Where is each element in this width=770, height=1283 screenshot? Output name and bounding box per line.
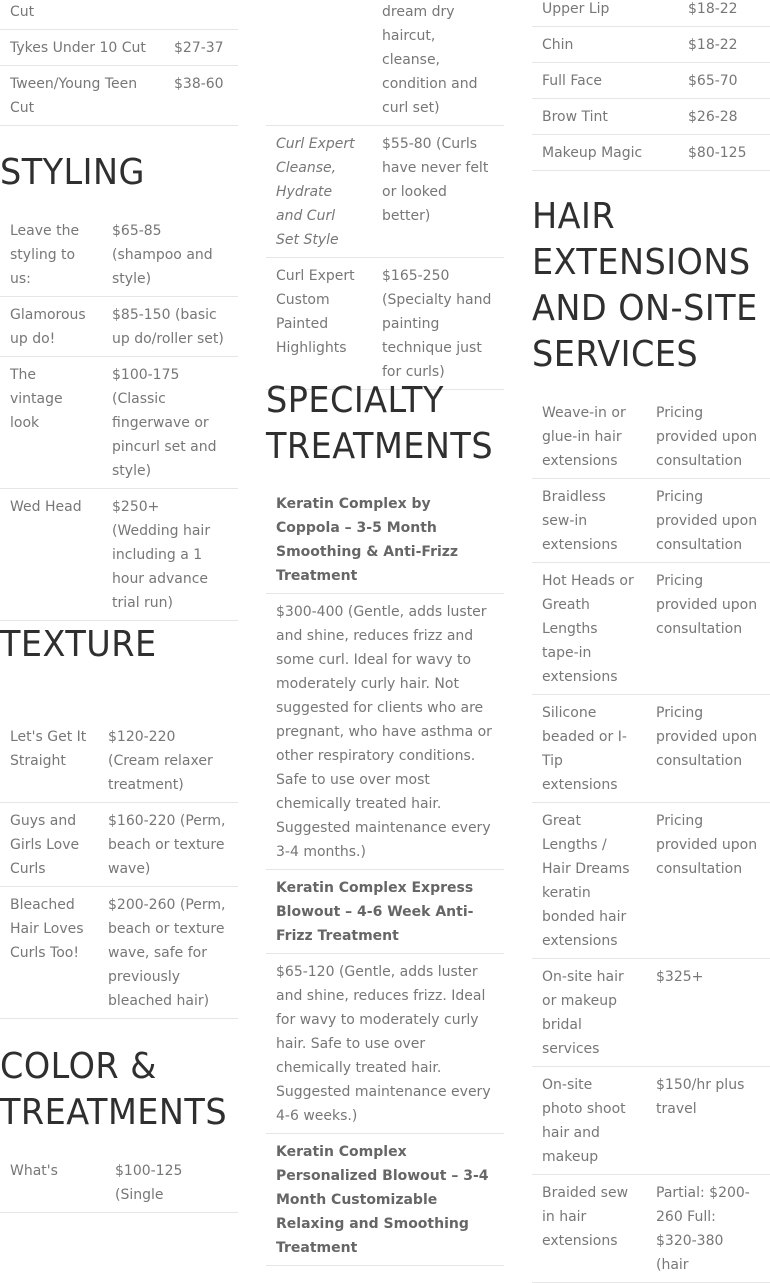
table-row <box>266 594 504 870</box>
table-row <box>0 213 238 297</box>
table-row <box>532 135 770 171</box>
service-price: $18-22 <box>678 27 770 63</box>
heading-line: AND ON-SITE <box>532 288 758 329</box>
table-row <box>532 803 770 959</box>
service-name: Hot Heads or Greath Lengths tape-in extensions <box>532 563 646 695</box>
service-name: Brow Tint <box>532 99 678 135</box>
table-row <box>0 297 238 357</box>
heading-line: EXTENSIONS <box>532 242 751 283</box>
service-name: Chin <box>532 27 678 63</box>
service-price: $38-60 <box>164 66 238 126</box>
service-price: $160-220 (Perm, beach or texture wave) <box>98 803 238 887</box>
heading-line: TREATMENTS <box>0 1092 228 1133</box>
price-table-cuts <box>0 0 238 126</box>
table-row <box>532 1175 770 1283</box>
service-price: $100-175 (Classic fingerwave or pincurl set and style) <box>102 357 238 489</box>
table-row <box>532 479 770 563</box>
price-table-curls <box>266 0 504 390</box>
service-price: Pricing provided upon consultation <box>646 479 770 563</box>
service-name: Tween/Young Teen Cut <box>0 66 164 126</box>
price-table-waxing <box>532 0 770 171</box>
service-name: Braided sew in hair extensions <box>532 1175 646 1283</box>
service-name: The vintage look <box>0 357 102 489</box>
service-name: Makeup Magic <box>532 135 678 171</box>
service-name: Silicone beaded or I-Tip extensions <box>532 695 646 803</box>
section-heading-color <box>0 1044 227 1136</box>
section-heading-styling: STYLING <box>0 152 145 193</box>
service-name: Guys and Girls Love Curls <box>0 803 98 887</box>
section-heading-specialty <box>266 378 493 470</box>
service-name: Full Face <box>532 63 678 99</box>
service-price: $120-220 (Cream relaxer treatment) <box>98 719 238 803</box>
service-price: $150/hr plus travel <box>646 1067 770 1175</box>
treatment-title: Keratin Complex Personalized Blowout – 3-4 Month Customizable Relaxing and Smoothing Treatment <box>266 1134 504 1266</box>
service-price: $18-22 <box>678 0 770 27</box>
service-name <box>266 0 372 126</box>
table-row <box>0 719 238 803</box>
service-name: Glamorous up do! <box>0 297 102 357</box>
service-name: Wed Head <box>0 489 102 621</box>
heading-line: COLOR & <box>0 1046 157 1087</box>
service-name: Let's Get It Straight <box>0 719 98 803</box>
service-name: Cut <box>0 0 164 30</box>
table-row <box>266 126 504 258</box>
table-row <box>0 0 238 30</box>
table-row <box>266 0 504 126</box>
service-price <box>372 0 504 126</box>
service-price: Pricing provided upon consultation <box>646 695 770 803</box>
service-name: Curl Expert Cleanse, Hydrate and Curl Set Style <box>266 126 372 258</box>
service-price: Pricing provided upon consultation <box>646 563 770 695</box>
service-price: $27-37 <box>164 30 238 66</box>
price-table-color <box>0 1153 238 1213</box>
treatment-description: $65-120 (Gentle, adds luster and shine, reduces frizz. Ideal for wavy to moderately curly hair. Safe to use over chemically treated hair. Suggested maintenance every 4-6 weeks.) <box>266 954 504 1134</box>
table-row <box>532 1067 770 1175</box>
service-price: $80-125 <box>678 135 770 171</box>
price-table-extensions <box>532 395 770 1283</box>
service-name: Weave-in or glue-in hair extensions <box>532 395 646 479</box>
table-row <box>532 63 770 99</box>
service-price: $55-80 (Curls have never felt or looked better) <box>372 126 504 258</box>
section-heading-extensions <box>532 194 758 378</box>
service-price: Partial: $200-260 Full: $320-380 (hair <box>646 1175 770 1283</box>
service-name: Braidless sew-in extensions <box>532 479 646 563</box>
service-price: Pricing provided upon consultation <box>646 803 770 959</box>
table-row <box>266 486 504 594</box>
table-row <box>0 887 238 1019</box>
table-row <box>532 99 770 135</box>
service-name: Leave the styling to us: <box>0 213 102 297</box>
service-price: $250+ (Wedding hair including a 1 hour advance trial run) <box>102 489 238 621</box>
table-row <box>532 959 770 1067</box>
service-name: What's <box>0 1153 105 1213</box>
service-name: Upper Lip <box>532 0 678 27</box>
service-name: On-site photo shoot hair and makeup <box>532 1067 646 1175</box>
table-row <box>0 357 238 489</box>
table-row <box>266 954 504 1134</box>
table-row <box>0 803 238 887</box>
service-name: Tykes Under 10 Cut <box>0 30 164 66</box>
service-name: On-site hair or makeup bridal services <box>532 959 646 1067</box>
table-row <box>266 870 504 954</box>
table-row <box>532 395 770 479</box>
service-price: $165-250 (Specialty hand painting technique just for curls) <box>372 258 504 390</box>
service-price: $65-70 <box>678 63 770 99</box>
service-price: $85-150 (basic up do/roller set) <box>102 297 238 357</box>
price-table-specialty <box>266 486 504 1266</box>
table-row <box>532 0 770 27</box>
table-row <box>266 1134 504 1266</box>
service-price <box>164 0 238 30</box>
service-price: $65-85 (shampoo and style) <box>102 213 238 297</box>
service-price: $26-28 <box>678 99 770 135</box>
price-table-texture <box>0 719 238 1019</box>
treatment-title: Keratin Complex Express Blowout – 4-6 Week Anti-Frizz Treatment <box>266 870 504 954</box>
service-price: $325+ <box>646 959 770 1067</box>
service-name: Great Lengths / Hair Dreams keratin bonded hair extensions <box>532 803 646 959</box>
service-price: $200-260 (Perm, beach or texture wave, safe for previously bleached hair) <box>98 887 238 1019</box>
treatment-title: Keratin Complex by Coppola – 3-5 Month Smoothing & Anti-Frizz Treatment <box>266 486 504 594</box>
service-price: $100-125 (Single <box>105 1153 238 1213</box>
section-heading-texture: TEXTURE <box>0 624 157 665</box>
table-row <box>0 489 238 621</box>
service-price: Pricing provided upon consultation <box>646 395 770 479</box>
treatment-description: $300-400 (Gentle, adds luster and shine, reduces frizz and some curl. Ideal for wavy to moderately curly hair. Not suggested for clients who are pregnant, who have asthma or other respiratory conditions. Safe to use over most chemically treated hair. Suggested maintenance every 3-4 months.) <box>266 594 504 870</box>
table-row <box>0 66 238 126</box>
price-table-styling <box>0 213 238 621</box>
heading-line: SERVICES <box>532 334 699 375</box>
service-name: Curl Expert Custom Painted Highlights <box>266 258 372 390</box>
price-line: dream dry haircut, cleanse, condition and curl set) <box>382 4 478 116</box>
table-row <box>532 27 770 63</box>
table-row <box>532 563 770 695</box>
table-row <box>532 695 770 803</box>
table-row <box>0 1153 238 1213</box>
heading-line: HAIR <box>532 196 616 237</box>
table-row <box>266 258 504 390</box>
heading-line: SPECIALTY <box>266 380 444 421</box>
service-name: Bleached Hair Loves Curls Too! <box>0 887 98 1019</box>
heading-line: TREATMENTS <box>266 426 494 467</box>
table-row <box>0 30 238 66</box>
